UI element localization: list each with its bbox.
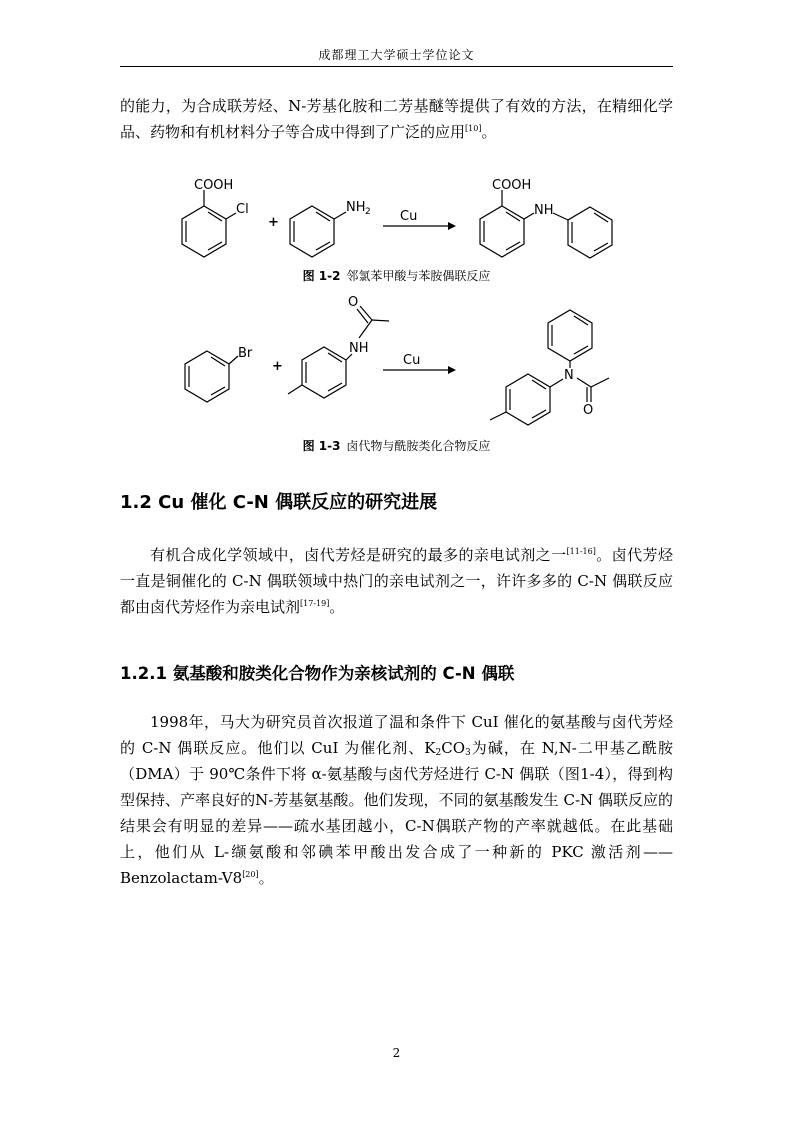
- chloro-label: Cl: [236, 202, 249, 217]
- plus-sign: +: [268, 215, 279, 230]
- paragraph-amino-acids: [120, 709, 673, 891]
- benzene-ring-product-b: [568, 207, 612, 258]
- benzene-ring-reactant2: [290, 206, 334, 257]
- figure-caption-1-2: [0, 267, 793, 284]
- amide-n-label: N: [564, 368, 574, 383]
- intro-text: 的能力，为合成联芳烃、N-芳基化胺和二芳基醚等提供了有效的方法，在精细化学品、药物和有机材料分子等合成中得到了广泛的应用: [120, 97, 673, 141]
- benzene-ring-acetanilide: [302, 347, 346, 398]
- page-number: 2: [392, 1046, 401, 1060]
- subscript: 3: [465, 748, 471, 758]
- paragraph-electrophiles: [120, 542, 673, 620]
- catalyst-label-2: Cu: [403, 353, 421, 368]
- citation: [17-19]: [300, 599, 330, 608]
- subsection-heading: 1.2.1 氨基酸和胺类化合物作为亲核试剂的 C-N 偶联: [120, 664, 515, 683]
- running-header: 成都理工大学硕士学位论文: [318, 48, 475, 62]
- caption-number: 图 1-3: [302, 439, 341, 453]
- subscript: 2: [435, 748, 442, 758]
- text-run: 。: [258, 869, 274, 887]
- text-run: CO: [441, 739, 466, 757]
- citation: [20]: [242, 870, 259, 879]
- benzene-ring-reactant1: [182, 206, 226, 257]
- caption-text: 邻氯苯甲酸与苯胺偶联反应: [346, 269, 491, 283]
- text-run: 。卤代芳烃一直是铜催化的 C-N 偶联领域中热门的亲电试剂之一，许许多多的 C-N 偶联反应都由卤代芳烃作为亲电试剂: [120, 546, 673, 616]
- intro-end: 。: [481, 123, 497, 141]
- product-cooh-label: COOH: [492, 178, 532, 193]
- text-run: 。: [329, 598, 345, 616]
- amine-label: NH: [346, 200, 366, 215]
- amide-nh-label: NH: [349, 341, 369, 356]
- intro-citation: [10]: [465, 124, 482, 133]
- text-run: 1998年，马大为研究员首次报道了温和条件下 CuI 催化的氨基酸与卤代芳烃的 C-N 偶联反应。他们以 CuI 为催化剂、K: [120, 713, 673, 757]
- cooh-label: COOH: [194, 178, 234, 193]
- citation: [11-16]: [566, 547, 596, 556]
- plus-sign-2: +: [272, 359, 283, 374]
- bromo-label: Br: [238, 346, 253, 361]
- text-run: 为碱，在 N,N-二甲基乙酰胺（DMA）于 90℃条件下将 α-氨基酸与卤代芳烃进行 C-N 偶联（图1-4），得到构型保持、产率良好的N-芳基氨基酸。他们发现，不同的氨基酸发生 C-N 偶联反应的结果会有明显的差异——疏水基团越小，C-N偶联产物的产率就越低。在此基础上，他们从 L-缬氨酸和邻碘苯甲酸出发合成了一种新的 PKC 激活剂——Benzolactam-V8: [120, 739, 673, 887]
- carbonyl-o-label: O: [348, 295, 359, 310]
- caption-number: 图 1-2: [302, 269, 341, 283]
- benzene-ring-product-tolyl: [506, 374, 550, 425]
- reaction-scheme-1-2: [0, 170, 793, 265]
- reaction-scheme-1-3: [0, 292, 793, 427]
- catalyst-label: Cu: [400, 209, 418, 224]
- section-heading: 1.2 Cu 催化 C-N 偶联反应的研究进展: [120, 492, 438, 513]
- intro-paragraph: [120, 93, 673, 145]
- benzene-ring-bromobenzene: [185, 351, 229, 402]
- benzene-ring-product-a: [480, 206, 524, 257]
- header-rule: [120, 66, 673, 67]
- figure-caption-1-3: [0, 437, 793, 454]
- amine-subscript: 2: [365, 207, 371, 217]
- product-nh-label: NH: [534, 203, 554, 218]
- benzene-ring-product-phenyl: [548, 310, 592, 361]
- caption-text: 卤代物与酰胺类化合物反应: [346, 439, 491, 453]
- product-o-label: O: [583, 403, 594, 418]
- text-run: 有机合成化学领域中，卤代芳烃是研究的最多的亲电试剂之一: [150, 546, 567, 564]
